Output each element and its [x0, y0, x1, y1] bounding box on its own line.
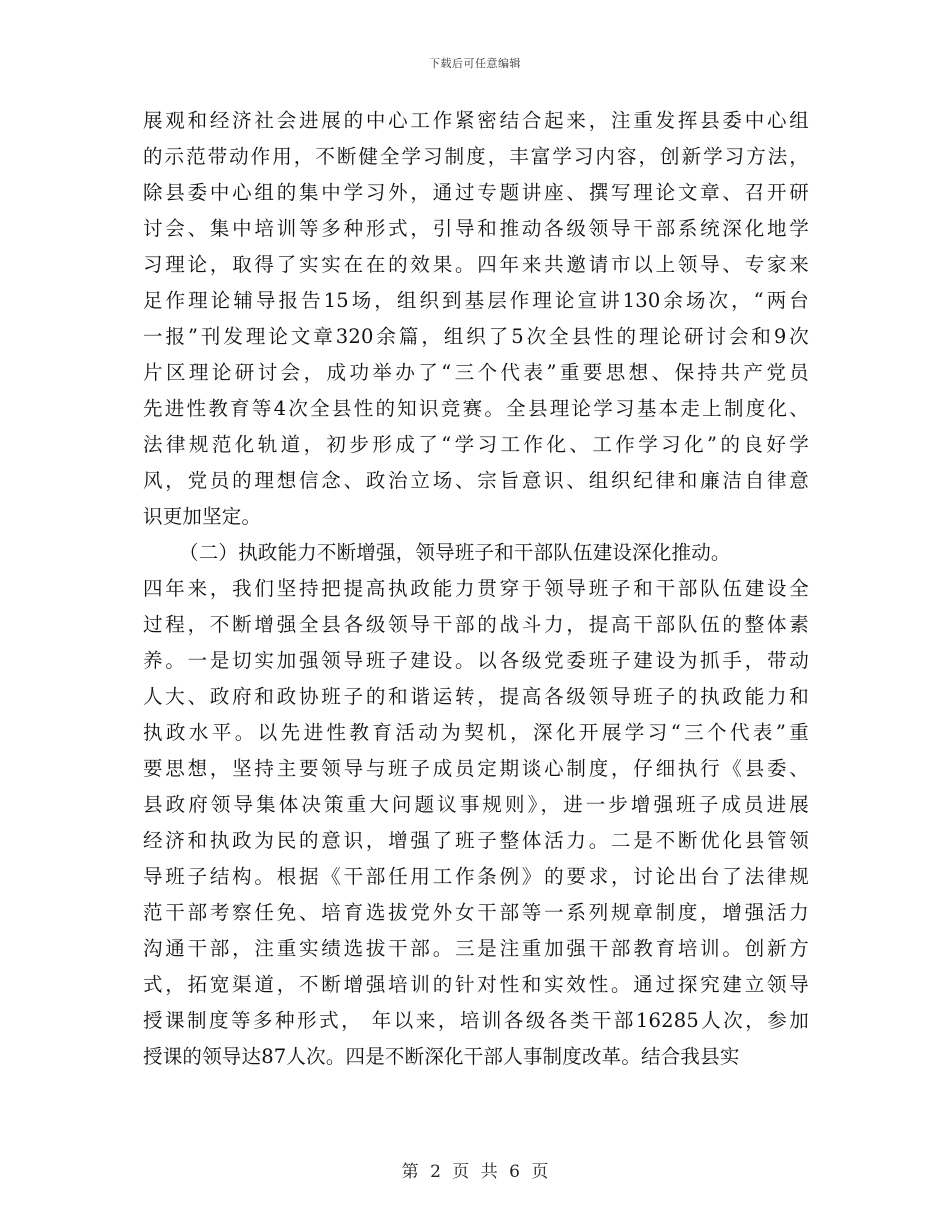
- text-line: 除县委中心组的集中学习外，通过专题讲座、撰写理论文章、召开研: [143, 181, 809, 204]
- page-number-footer: 第 2 页 共 6 页: [401, 1162, 549, 1182]
- text-line: 养。一是切实加强领导班子建设。以各级党委班子建设为抓手，带动: [143, 649, 809, 672]
- text-line: 人大、政府和政协班子的和谐运转，提高各级领导班子的执政能力和: [143, 685, 809, 708]
- text-line: 片区理论研讨会，成功举办了“三个代表”重要思想、保持共产党员: [143, 361, 809, 384]
- text-line: 导班子结构。根据《干部任用工作条例》的要求，讨论出台了法律规: [143, 865, 809, 888]
- text-line: 式，拓宽渠道，不断增强培训的针对性和实效性。通过探究建立领导: [143, 973, 809, 996]
- text-line: 法律规范化轨道，初步形成了“学习工作化、工作学习化”的良好学: [143, 433, 809, 456]
- text-line: （二）执政能力不断增强，领导班子和干部队伍建设深化推动。: [179, 541, 731, 564]
- text-line: 四年来，我们坚持把提高执政能力贯穿于领导班子和干部队伍建设全: [143, 577, 809, 600]
- text-line: 一报”刊发理论文章320余篇，组织了5次全县性的理论研讨会和9次: [143, 325, 809, 348]
- text-line: 足作理论辅导报告15场，组织到基层作理论宣讲130余场次，“两台: [143, 289, 809, 312]
- text-line: 展观和经济社会进展的中心工作紧密结合起来，注重发挥县委中心组: [143, 109, 809, 132]
- text-line: 识更加坚定。: [143, 505, 262, 528]
- text-line: 要思想，坚持主要领导与班子成员定期谈心制度，仔细执行《县委、: [143, 757, 809, 780]
- text-line: 执政水平。以先进性教育活动为契机，深化开展学习“三个代表”重: [143, 721, 809, 744]
- text-line: 的示范带动作用，不断健全学习制度，丰富学习内容，创新学习方法，: [143, 145, 809, 168]
- text-line: 授课制度等多种形式， 年以来，培训各级各类干部16285人次，参加: [143, 1009, 809, 1032]
- text-line: 过程，不断增强全县各级领导干部的战斗力，提高干部队伍的整体素: [143, 613, 809, 636]
- text-line: 先进性教育等4次全县性的知识竞赛。全县理论学习基本走上制度化、: [143, 397, 809, 420]
- paragraph-2: [143, 535, 809, 1075]
- text-line: 范干部考察任免、培育选拔党外女干部等一系列规章制度，增强活力: [143, 901, 809, 924]
- text-line: 风，党员的理想信念、政治立场、宗旨意识、组织纪律和廉洁自律意: [143, 469, 809, 492]
- text-line: 讨会、集中培训等多种形式，引导和推动各级领导干部系统深化地学: [143, 217, 809, 240]
- text-line: 沟通干部，注重实绩选拔干部。三是注重加强干部教育培训。创新方: [143, 937, 809, 960]
- page-header-note: 下载后可任意编辑: [429, 57, 521, 70]
- text-line: 习理论，取得了实实在在的效果。四年来共邀请市以上领导、专家来: [143, 253, 809, 276]
- text-line: 经济和执政为民的意识，增强了班子整体活力。二是不断优化县管领: [143, 829, 809, 852]
- text-line: 授课的领导达87人次。四是不断深化干部人事制度改革。结合我县实: [143, 1045, 740, 1068]
- text-line: 县政府领导集体决策重大问题议事规则》，进一步增强班子成员进展: [143, 793, 809, 816]
- document-body: [143, 103, 809, 1075]
- paragraph-1: [143, 103, 809, 535]
